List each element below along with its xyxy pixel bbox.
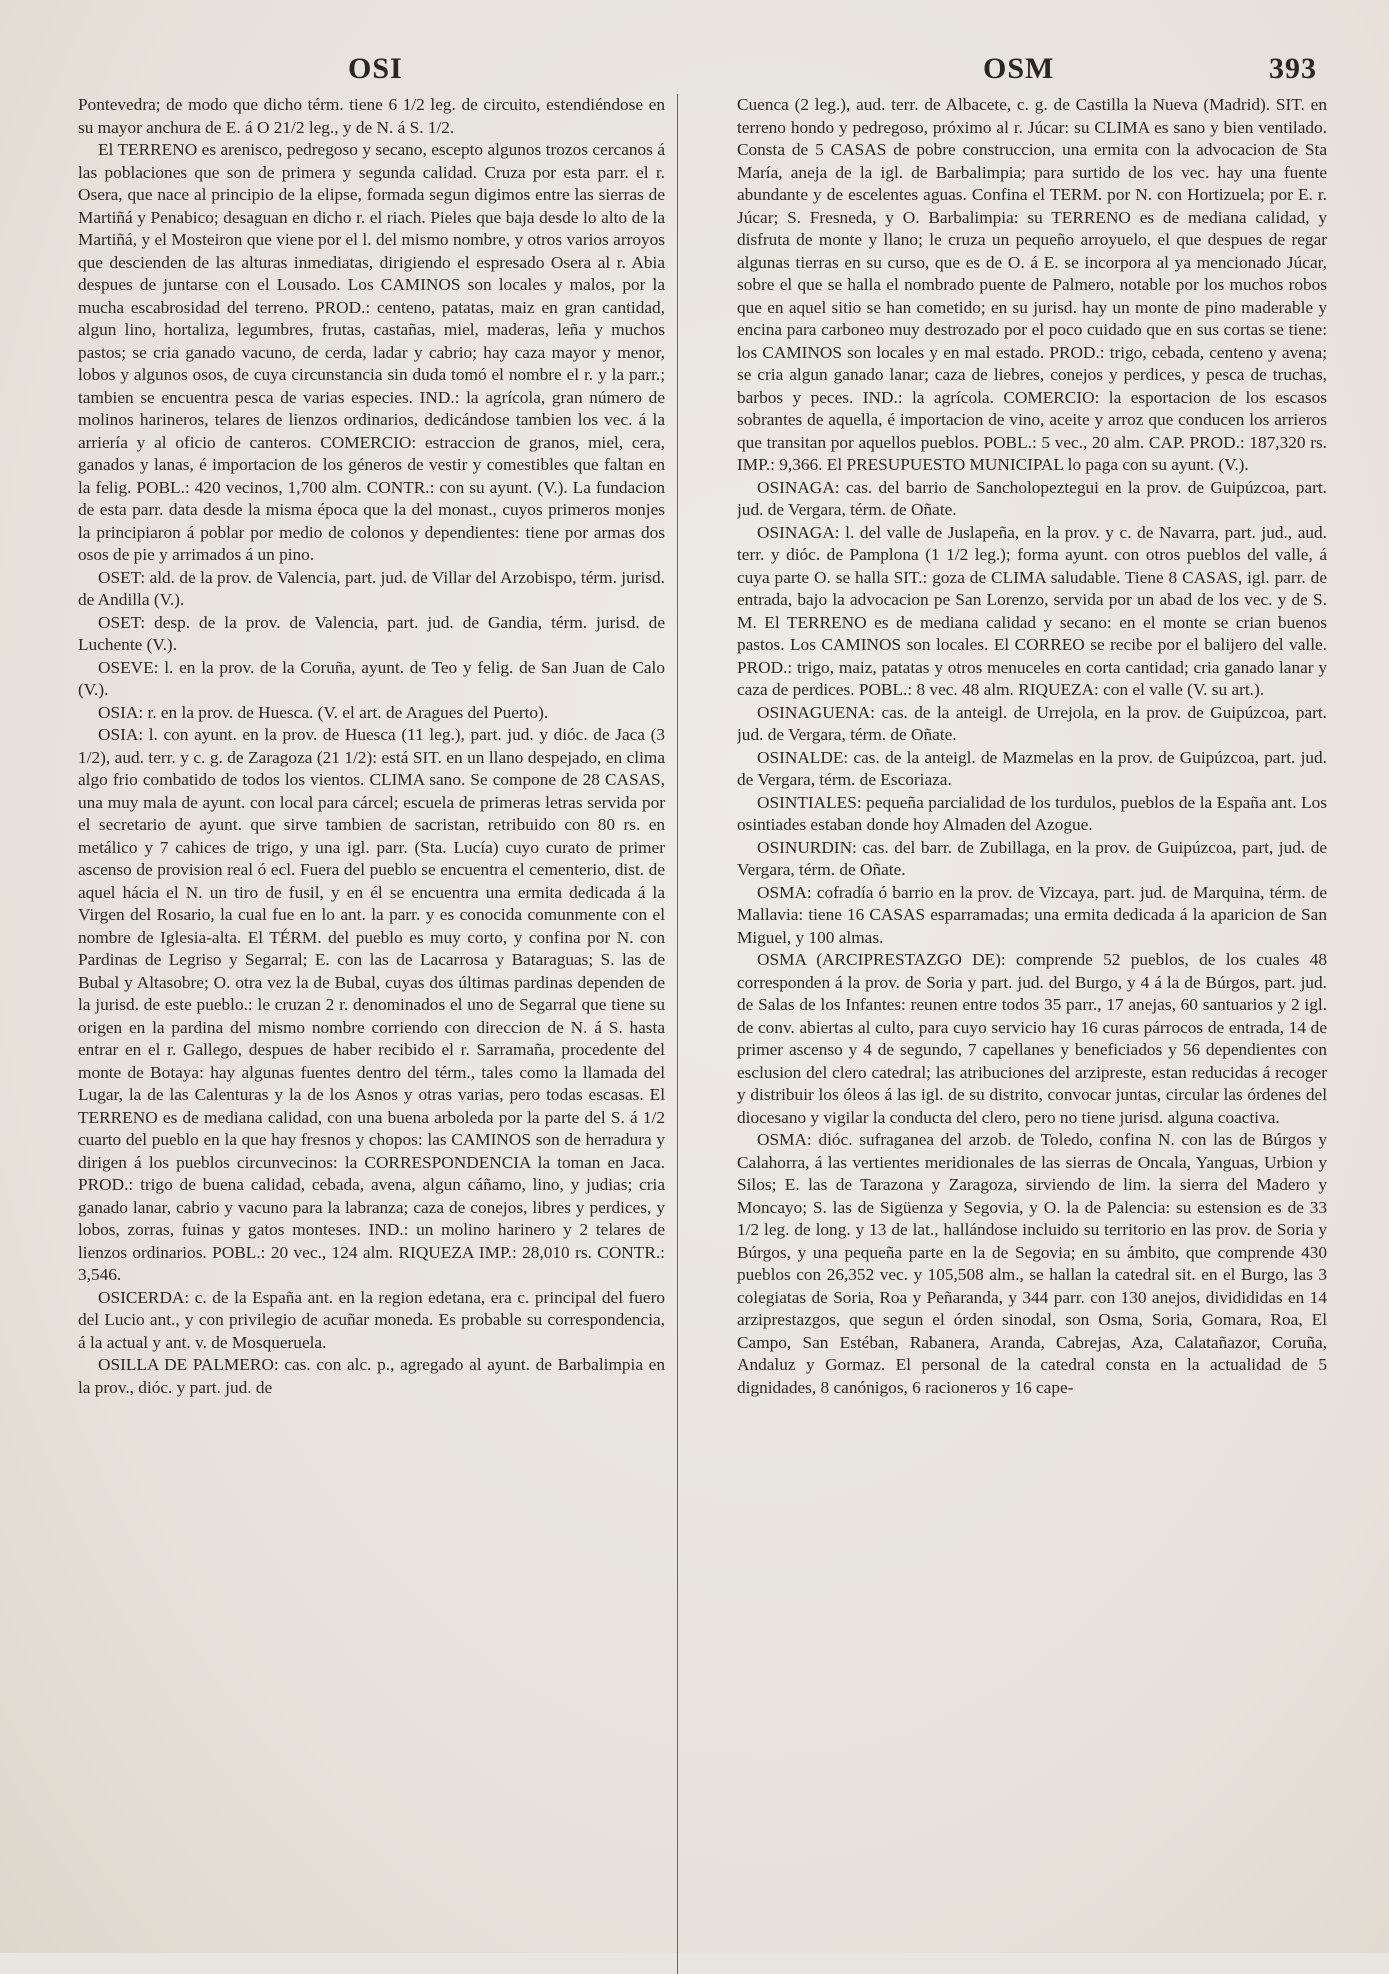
- entry-paragraph: OSIA: r. en la prov. de Huesca. (V. el art. de Aragues del Puerto).: [98, 702, 549, 722]
- entry-paragraph: OSEVE: l. en la prov. de la Coruña, ayunt. de Teo y felig. de San Juan de Calo (V.).: [78, 657, 665, 699]
- entry-paragraph: El TERRENO es arenisco, pedregoso y secano, escepto algunos trozos cercanos á las poblaciones que son de primera y segunda calidad. Cruza por esta parr. el r. Osera, que nace al principio de la elipse, formada segun digimos entre las sierras de Martiñá y Penabico; desaguan en dicho r. el riach. Pieles que baja desde lo alto de la Martiñá, y el Mosteiron que viene por el l. del mismo nombre, y otros varios arroyos que descienden de las alturas inmediatas, dirigiendo el espresado Osera al r. Abia despues de juntarse con el Lousado. Los CAMINOS son locales y malos, por la mucha escabrosidad del terreno. PROD.: centeno, patatas, maiz en gran cantidad, algun lino, hortaliza, legumbres, frutas, castañas, miel, maderas, leña y muchos pastos; se cria ganado vacuno, de cerda, ladar y cabrio; hay caza mayor y menor, lobos y algunos osos, de cuya circunstancia sin duda tomó el nombre el r. y la parr.; tambien se encuentra pesca de varias especies. IND.: la agrícola, gran número de molinos harineros, telares de lienzos ordinarios, dedicándose tambien los vec. á la arriería y al oficio de canteros. COMERCIO: estraccion de granos, miel, cera, ganados y lanas, é importacion de los géneros de vestir y comestibles que faltan en la felig. POBL.: 420 vecinos, 1,700 alm. CONTR.: con su ayunt. (V.). La fundacion de esta parr. data desde la misma época que la del monast., cuyos primeros monjes la principiaron á poblar por medio de colonos y dependientes: tiene por armas dos osos de pie y arrimados á un pino.: [78, 140, 665, 564]
- entry-paragraph: OSINALDE: cas. de la anteigl. de Mazmelas en la prov. de Guipúzcoa, part. jud. de Vergara, térm. de Escoriaza.: [737, 747, 1327, 789]
- entry-paragraph: OSINTIALES: pequeña parcialidad de los turdulos, pueblos de la España ant. Los osintiades estaban donde hoy Almaden del Azogue.: [737, 792, 1327, 834]
- entry-paragraph: OSINAGA: cas. del barrio de Sancholopeztegui en la prov. de Guipúzcoa, part. jud. de Vergara, térm. de Oñate.: [737, 477, 1327, 519]
- entry-paragraph: OSINAGA: l. del valle de Juslapeña, en la prov. y c. de Navarra, part. jud., aud. terr. y dióc. de Pamplona (1 1/2 leg.); forma ayunt. con otros pueblos del valle, á cuya parte O. se halla SIT.: goza de CLIMA saludable. Tiene 8 CASAS, igl. parr. de entrada, bajo la advocacion pe San Lorenzo, servida por un abad de los vec. y de S. M. El TERRENO es de mediana calidad y secano: en el monte se crian buenos pastos. Los CAMINOS son locales. El CORREO se recibe por el balijero del valle. PROD.: trigo, maiz, patatas y otros menuceles en corta cantidad; cria ganado lanar y caza de perdices. POBL.: 8 vec. 48 alm. RIQUEZA: con el valle (V. su art.).: [737, 522, 1327, 699]
- entry-paragraph: OSINAGUENA: cas. de la anteigl. de Urrejola, en la prov. de Guipúzcoa, part. jud. de Vergara, térm. de Oñate.: [737, 702, 1327, 744]
- entry-paragraph: OSMA: dióc. sufraganea del arzob. de Toledo, confina N. con las de Búrgos y Calahorra, á las vertientes meridionales de las sierras de Oncala, Yanguas, Urbion y Silos; E. las de Tarazona y Zaragoza, sirviendo de lim. la sierra del Madero y Moncayo; S. las de Sigüenza y Segovia, y O. la de Palencia: su estension es de 33 1/2 leg. de long. y 13 de lat., hallándose incluido su territorio en las prov. de Soria y Búrgos, y una pequeña parte en la de Segovia; en su ámbito, que comprende 430 pueblos con 26,352 vec. y 105,508 alm., se hallan la catedral sit. en el Burgo, las 3 colegiatas de Soria, Roa y Peñaranda, y 344 parr. con 130 anejos, dividididas en 14 arziprestazgos, que segun el órden sinodal, son Osma, Soria, Gomara, Roa, El Campo, San Estéban, Rabanera, Aranda, Cabrejas, Aza, Calatañazor, Coruña, Andaluz y Gormaz. El personal de la catedral consta en la actualidad de 5 dignidades, 8 canónigos, 6 racioneros y 16 cape-: [737, 1130, 1327, 1397]
- entry-paragraph: OSIA: l. con ayunt. en la prov. de Huesca (11 leg.), part. jud. y dióc. de Jaca (3 1/2), aud. terr. y c. g. de Zaragoza (21 1/2): está SIT. en un llano despejado, en clima algo frio combatido de todos los vientos. CLIMA sano. Se compone de 28 CASAS, una muy mala de ayunt. con local para cárcel; escuela de primeras letras servida por el secretario de ayunt. que sirve tambien de sacristan, retribuido con 80 rs. en metálico y 7 cahices de trigo, y una igl. parr. (Sta. Lucía) cuyo curato de primer ascenso de provision real ó ecl. Fuera del pueblo se encuentra el cementerio, dist. de aquel hácia el N. un tiro de fusil, y en él se encuentra una ermita dedicada á la Virgen del Rosario, la cual fue en lo ant. la parr. y es conocida comunmente con el nombre de Iglesia-alta. El TÉRM. del pueblo es muy corto, y confina por N. con Pardinas de Legriso y Segarral; E. con las de Lacarrosa y Bataraguas; S. las de Bubal y Altasobre; O. otra vez la de Bubal, cuyas dos últimas pardinas dependen de la jurisd. de este pueblo.: le cruzan 2 r. denominados el uno de Segarral que tiene su origen en la pardina del mismo nombre corriendo con direccion de N. á S. hasta entrar en el r. Gallego, despues de haber recibido el r. Sarramaña, procedente del monte de Botaya: hay algunas fuentes dentro del térm., tales como la llamada del Lugar, la de las Calenturas y la de los Asnos y otras varias, pero todas escasas. El TERRENO es de mediana calidad, con una buena arboleda por la parte del S. á 1/2 cuarto del pueblo en la que hay fresnos y chopos: las CAMINOS son de herradura y dirigen á los pueblos circunvecinos: la CORRESPONDENCIA la toman en Jaca. PROD.: trigo de buena calidad, cebada, avena, algun cáñamo, lino, y judias; cria ganado lanar, cabrio y vacuno para la labranza; caza de conejos, libres y perdices, y lobos, zorras, fuinas y gatos monteses. IND.: un molino harinero y 2 telares de lienzos ordinarios. POBL.: 20 vec., 124 alm. RIQUEZA IMP.: 28,010 rs. CONTR.: 3,546.: [78, 725, 665, 1284]
- column-divider: [677, 94, 678, 1974]
- entry-paragraph: OSMA: cofradía ó barrio en la prov. de Vizcaya, part. jud. de Marquina, térm. de Mallavia: tiene 16 CASAS esparramadas; una ermita dedicada á la aparicion de San Miguel, y 100 almas.: [737, 882, 1327, 947]
- right-running-head: OSM: [983, 52, 1055, 85]
- entry-paragraph: OSET: ald. de la prov. de Valencia, part. jud. de Villar del Arzobispo, térm. jurisd. de Andilla (V.).: [78, 567, 665, 609]
- right-column: [737, 94, 1327, 1974]
- left-column: [78, 94, 665, 1974]
- page-header: [78, 50, 1327, 94]
- left-running-head: OSI: [348, 52, 403, 85]
- entry-paragraph: Pontevedra; de modo que dicho térm. tiene 6 1/2 leg. de circuito, estendiéndose en su mayor anchura de E. á O 21/2 leg., y de N. á S. 1/2.: [78, 95, 665, 137]
- entry-paragraph: Cuenca (2 leg.), aud. terr. de Albacete, c. g. de Castilla la Nueva (Madrid). SIT. en terreno hondo y pedregoso, próximo al r. Júcar: su CLIMA es sano y bien ventilado. Consta de 5 CASAS de pobre construccion, una ermita con la advocacion de Sta María, aneja de la igl. de Barbalimpia; para surtido de los vec. hay una fuente abundante y de escelentes aguas. Confina el TERM. por N. con Hortizuela; por E. r. Júcar; S. Fresneda, y O. Barbalimpia: su TERRENO es de mediana calidad, y disfruta de monte y llano; le cruza un pequeño arroyuelo, el que despues de regar algunas tierras en su curso, que es de O. á E. se incorpora al ya mencionado Júcar, sobre el que se halla el nombrado puente de Palmero, notable por los muchos robos que en aquel sitio se han cometido; en su jurisd. hay un monte de pino maderable y encina para carboneo muy destrozado por el poco cuidado que en sus cortas se tiene: los CAMINOS son locales y en mal estado. PROD.: trigo, cebada, centeno y avena; se cria algun ganado lanar; caza de liebres, conejos y perdices, y pesca de truchas, barbos y peces. IND.: la agrícola. COMERCIO: la esportacion de los escasos sobrantes de aquella, é importacion de vino, aceite y arroz que conducen los arrieros que transitan por aquellos pueblos. POBL.: 5 vec., 20 alm. CAP. PROD.: 187,320 rs. IMP.: 9,366. El PRESUPUESTO MUNICIPAL lo paga con su ayunt. (V.).: [737, 95, 1327, 474]
- page-number: 393: [1269, 52, 1317, 85]
- text-columns: [78, 94, 1327, 1974]
- entry-paragraph: OSET: desp. de la prov. de Valencia, part. jud. de Gandia, térm. jurisd. de Luchente (V.).: [78, 612, 665, 654]
- entry-paragraph: OSILLA DE PALMERO: cas. con alc. p., agregado al ayunt. de Barbalimpia en la prov., dióc. y part. jud. de: [78, 1355, 665, 1397]
- entry-paragraph: OSICERDA: c. de la España ant. en la region edetana, era c. principal del fuero del Lucio ant., y con privilegio de acuñar moneda. Es probable su correspondencia, á la actual y ant. v. de Mosqueruela.: [78, 1287, 665, 1352]
- entry-paragraph: OSMA (ARCIPRESTAZGO DE): comprende 52 pueblos, de los cuales 48 corresponden á la prov. de Soria y part. jud. del Burgo, y 4 á la de Búrgos, part. jud. de Salas de los Infantes: reunen entre todos 35 parr., 17 anejas, 60 santuarios y 2 igl. de conv. abiertas al culto, para cuyo servicio hay 16 curas párrocos de entrada, 14 de primer ascenso y 4 de segundo, 7 capellanes y beneficiados y 56 dependientes con esclusion del clero catedral; las atribuciones del arzipreste, estan reducidas á recoger y distribuir los óleos á las igl. de su distrito, convocar juntas, circular las órdenes del diocesano y vigilar la conducta del clero, pero no tiene jurisd. alguna coactiva.: [737, 950, 1327, 1127]
- entry-paragraph: OSINURDIN: cas. del barr. de Zubillaga, en la prov. de Guipúzcoa, part, jud. de Vergara, térm. de Oñate.: [737, 837, 1327, 879]
